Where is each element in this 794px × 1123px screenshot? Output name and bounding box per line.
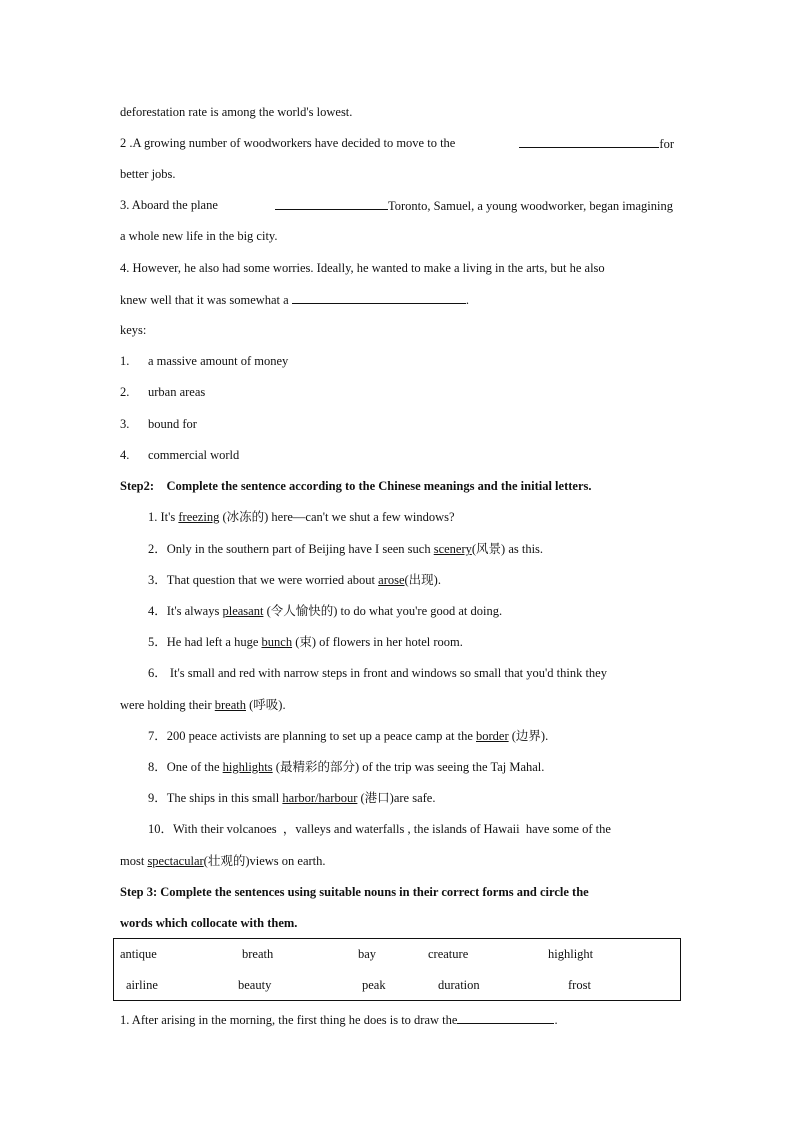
step2-sentence: 7．200 peace activists are planning to set up a peace camp at the border (边界).	[148, 729, 549, 743]
word-cell: highlight	[548, 947, 594, 962]
word-cell: beauty	[238, 977, 272, 992]
key-item: 4. commercial world	[120, 448, 240, 462]
answer-blank[interactable]	[457, 1011, 554, 1024]
step2-sentence: 3．That question that we were worried about arose(出现).	[148, 573, 441, 587]
keys-label: keys:	[120, 323, 147, 337]
step2-sentence-cont: were holding their breath (呼吸).	[120, 698, 286, 712]
answer-blank[interactable]	[519, 135, 659, 148]
question-3-line-1: 3. Aboard the plane Toronto, Samuel, a young woodworker, began imagining	[120, 198, 673, 213]
word-bank-row	[114, 939, 681, 970]
word-cell: antique	[120, 947, 157, 962]
intro-line: deforestation rate is among the world's lowest.	[120, 105, 353, 119]
step2-sentence: 6． It's small and red with narrow steps in front and windows so small that you'd think they	[148, 666, 607, 680]
step2-sentence: 1. It's freezing (冰冻的) here—can't we shut a few windows?	[148, 510, 455, 524]
step2-sentence: 2．Only in the southern part of Beijing have I seen such scenery(风景) as this.	[148, 542, 544, 556]
word-cell: peak	[362, 977, 386, 992]
step2-sentence: 9．The ships in this small harbor/harbour (港口)are safe.	[148, 791, 436, 805]
word-cell: frost	[568, 977, 591, 992]
step2-sentence: 8．One of the highlights (最精彩的部分) of the trip was seeing the Taj Mahal.	[148, 760, 545, 774]
key-item: 2. urban areas	[120, 385, 206, 399]
question-2-line-2: better jobs.	[120, 167, 176, 181]
step2-heading: Step2: Complete the sentence according to the Chinese meanings and the initial letters.	[120, 479, 592, 493]
step3-heading: Step 3: Complete the sentences using suitable nouns in their correct forms and circle the	[120, 885, 589, 899]
question-2-line-1: 2 .A growing number of woodworkers have decided to move to the for	[120, 136, 674, 151]
key-item: 1. a massive amount of money	[120, 354, 289, 368]
question-3-line-2: a whole new life in the big city.	[120, 229, 278, 243]
answer-blank[interactable]	[275, 197, 388, 210]
step2-sentence: 5．He had left a huge bunch (束) of flowers in her hotel room.	[148, 635, 463, 649]
word-cell: airline	[126, 977, 158, 992]
step2-sentence-cont: most spectacular(壮观的)views on earth.	[120, 854, 326, 868]
key-item: 3. bound for	[120, 417, 197, 431]
question-4-line-1: 4. However, he also had some worries. Ideally, he wanted to make a living in the arts, but he also	[120, 261, 605, 275]
step3-question-1: 1. After arising in the morning, the first thing he does is to draw the .	[120, 1013, 558, 1027]
step3-heading-cont: words which collocate with them.	[120, 916, 298, 930]
word-cell: breath	[242, 947, 274, 962]
step2-sentence: 4．It's always pleasant (令人愉快的) to do what you're good at doing.	[148, 604, 503, 618]
answer-blank[interactable]	[292, 291, 466, 304]
word-bank-row	[114, 970, 681, 1001]
word-bank-table	[113, 938, 681, 1001]
word-cell: bay	[358, 947, 377, 962]
question-4-line-2: knew well that it was somewhat a .	[120, 293, 469, 307]
word-cell: duration	[438, 977, 480, 992]
word-cell: creature	[428, 947, 469, 962]
step2-sentence: 10．With their volcanoes ，valleys and waterfalls , the islands of Hawaii have some of the	[148, 822, 611, 836]
